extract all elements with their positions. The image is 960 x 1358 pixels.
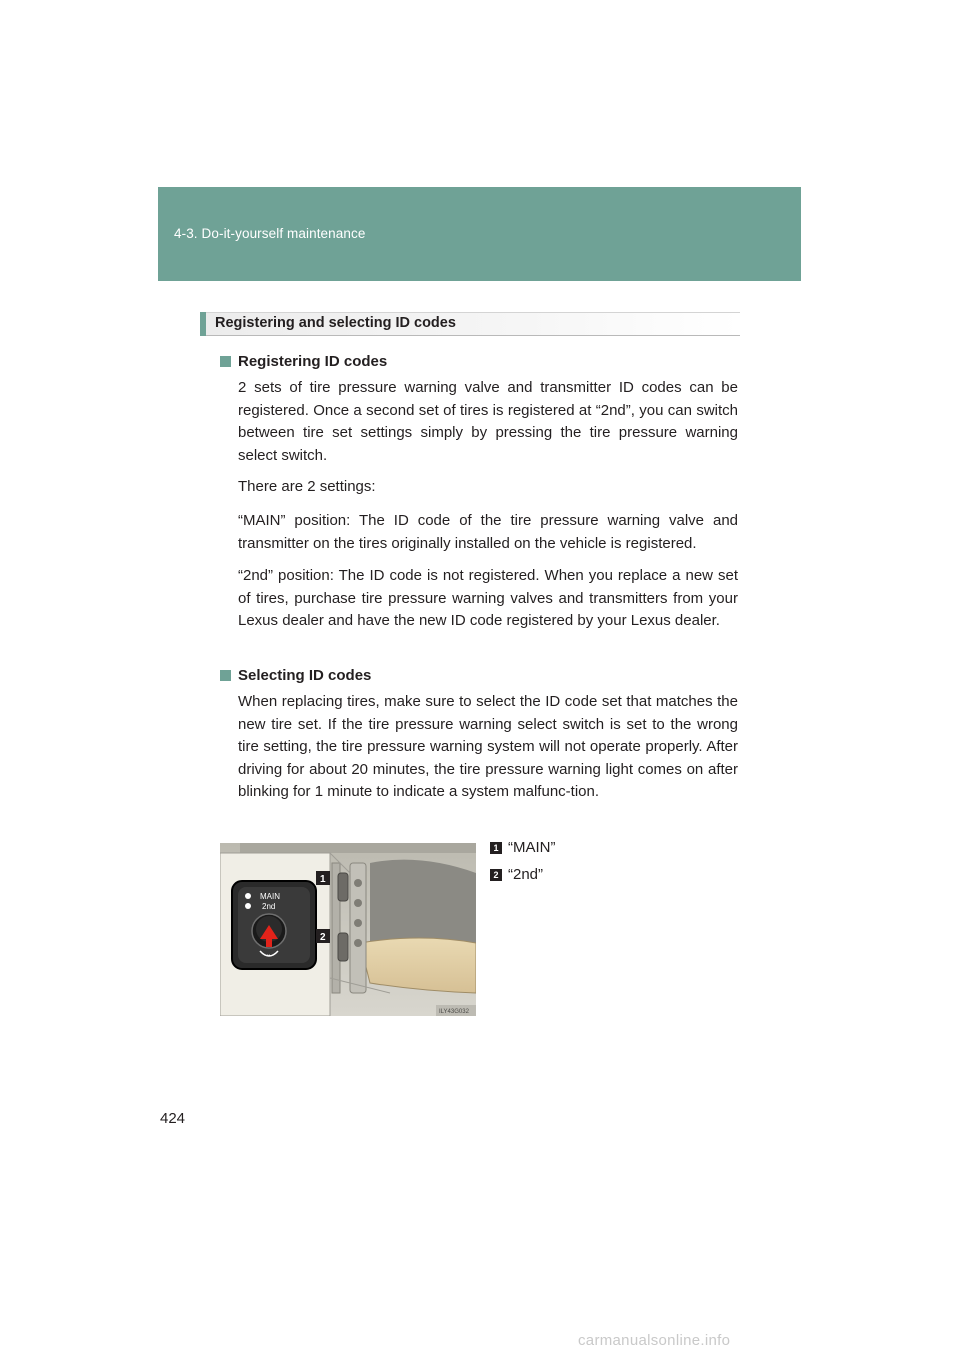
square-bullet-icon bbox=[220, 670, 231, 681]
registering-paragraph-2nd: “2nd” position: The ID code is not registered. When you replace a new set of tires, purchase tire pressure warning valves and transmitters from your Lexus dealer and have the new ID code registered by your Lexus dealer. bbox=[238, 567, 738, 630]
callout-1: 1 bbox=[320, 874, 326, 885]
legend-number-1: 1 bbox=[490, 842, 502, 854]
svg-text:•••: ••• bbox=[265, 953, 271, 959]
switch-2nd-label: 2nd bbox=[262, 902, 276, 911]
legend-item-2nd bbox=[490, 866, 543, 883]
selecting-paragraph: When replacing tires, make sure to select the ID code set that matches the new tire set. If the tire pressure warning select switch is set to the wrong tire setting, the tire pressure warning system will not operate properly. After driving for about 20 minutes, the tire pressure warning light comes on after blinking for 1 minute to indicate a system malfunc-tion. bbox=[238, 693, 738, 801]
registering-paragraph-1: 2 sets of tire pressure warning valve and transmitter ID codes can be registered. Once a second set of tires is registered at “2nd”, you can switch between tire set settings simply by pressing the tire pressure warning select switch. bbox=[238, 379, 738, 464]
legend-item-main bbox=[490, 839, 556, 856]
registering-paragraph-main: “MAIN” position: The ID code of the tire pressure warning valve and transmitter on the tires originally installed on the vehicle is registered. bbox=[238, 512, 738, 552]
section-accent-bar bbox=[200, 312, 206, 336]
page-number: 424 bbox=[160, 1110, 186, 1127]
switch-illustration bbox=[220, 843, 476, 1016]
registering-heading bbox=[220, 353, 387, 370]
legend-number-2: 2 bbox=[490, 869, 502, 881]
selecting-heading bbox=[220, 667, 371, 684]
legend-label-main: “MAIN” bbox=[508, 839, 556, 856]
dashboard-illustration bbox=[220, 843, 476, 1016]
watermark-link[interactable]: carmanualsonline.info bbox=[578, 1332, 731, 1349]
section-breadcrumb: 4-3. Do-it-yourself maintenance bbox=[174, 226, 366, 241]
legend-label-2nd: “2nd” bbox=[508, 866, 544, 883]
registering-heading-text: Registering ID codes bbox=[238, 353, 388, 370]
switch-main-label: MAIN bbox=[260, 892, 280, 901]
selecting-heading-text: Selecting ID codes bbox=[238, 667, 372, 684]
registering-paragraph-2: There are 2 settings: bbox=[238, 478, 376, 495]
section-title: Registering and selecting ID codes bbox=[215, 315, 456, 331]
square-bullet-icon bbox=[220, 356, 231, 367]
callout-2: 2 bbox=[320, 932, 326, 943]
figure-code: ILY43G032 bbox=[439, 1009, 469, 1015]
